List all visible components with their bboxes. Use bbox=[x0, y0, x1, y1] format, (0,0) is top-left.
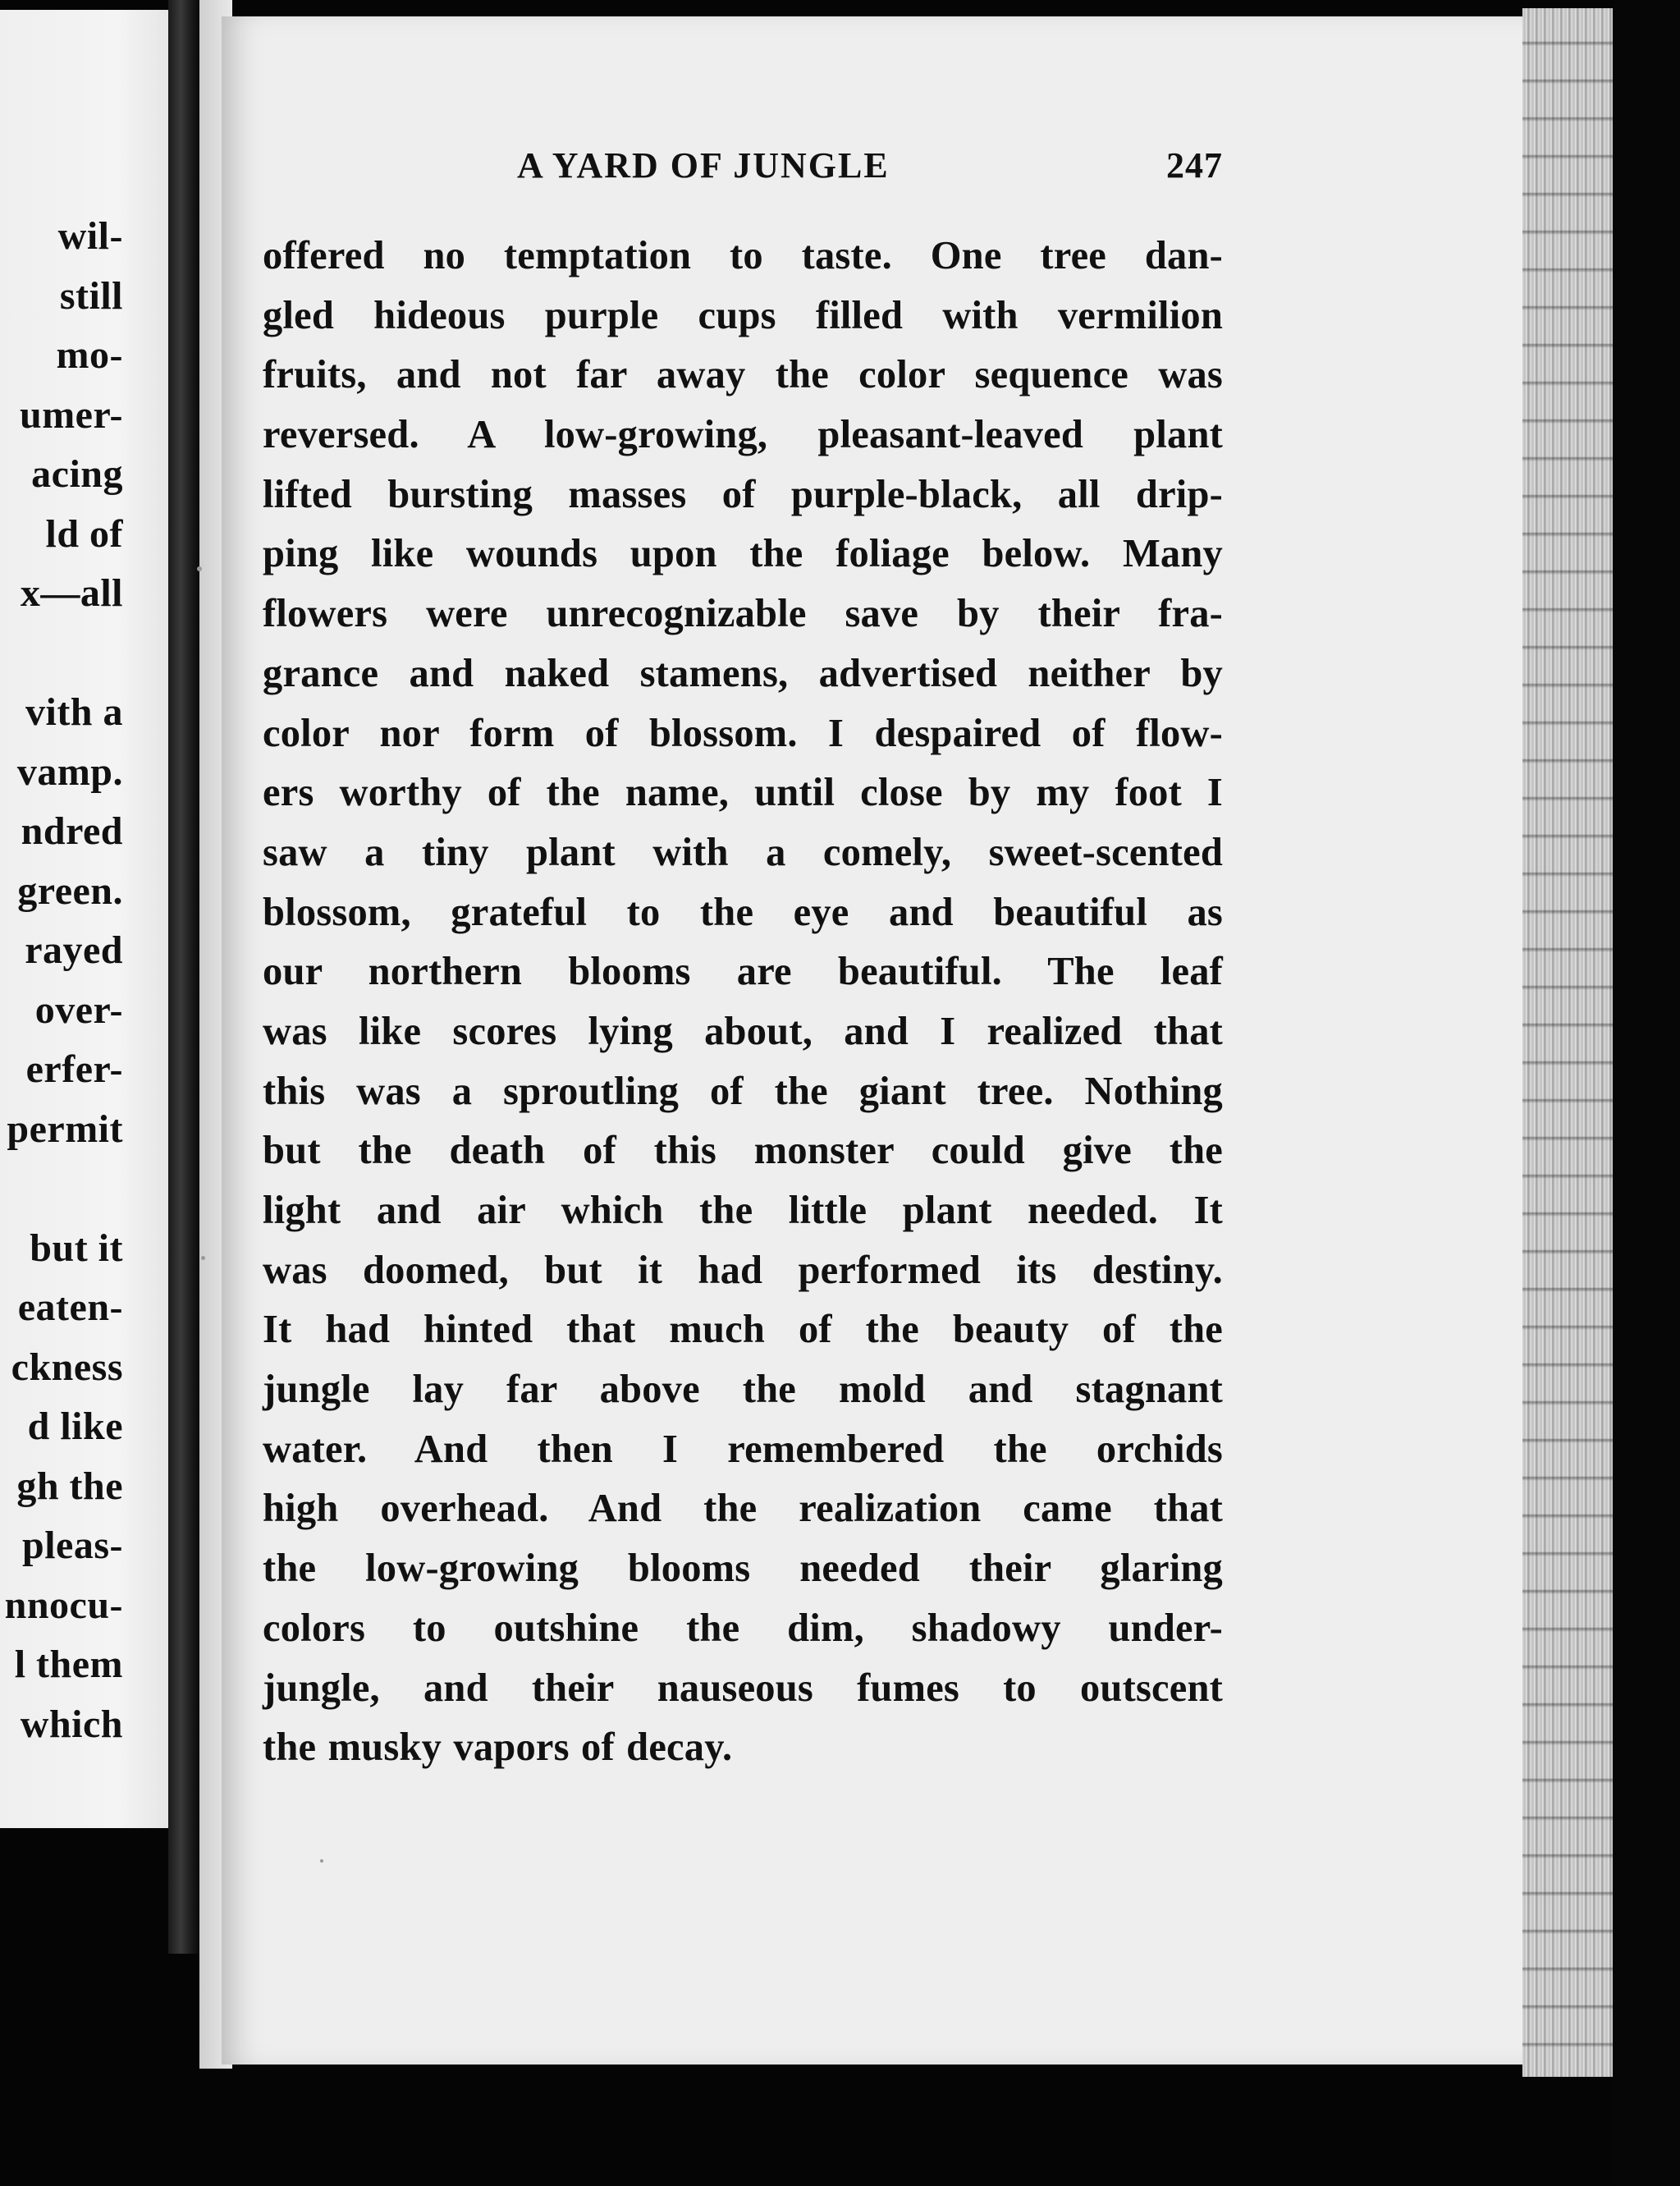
text-line: fruits, and not far away the color sequence was bbox=[263, 353, 1223, 397]
body-text bbox=[263, 227, 1223, 1778]
left-line-gap bbox=[5, 1159, 123, 1219]
text-line: ping like wounds upon the foliage below. Many bbox=[263, 532, 1223, 576]
left-line: x—all bbox=[20, 571, 123, 615]
left-line: umer- bbox=[20, 392, 123, 437]
left-line: erfer- bbox=[25, 1047, 123, 1091]
book-spine bbox=[168, 0, 199, 1954]
left-line: acing bbox=[31, 452, 123, 496]
paper-speck bbox=[197, 566, 202, 571]
text-line: It had hinted that much of the beauty of the bbox=[263, 1308, 1223, 1352]
left-line: over- bbox=[34, 988, 123, 1032]
left-line: eaten- bbox=[17, 1285, 123, 1329]
text-line: ers worthy of the name, until close by my foot I bbox=[263, 771, 1223, 815]
running-title: A YARD OF JUNGLE bbox=[517, 145, 890, 186]
text-line: the musky vapors of decay. bbox=[263, 1725, 733, 1770]
text-line: was like scores lying about, and I realized that bbox=[263, 1009, 1223, 1053]
text-line: water. And then I remembered the orchids bbox=[263, 1427, 1223, 1471]
left-line: ndred bbox=[21, 809, 123, 853]
text-line: reversed. A low-growing, pleasant-leaved plant bbox=[263, 413, 1223, 457]
left-line: pleas- bbox=[22, 1524, 123, 1567]
text-line: offered no temptation to taste. One tree dan- bbox=[263, 234, 1223, 277]
left-line: vamp. bbox=[16, 749, 123, 794]
text-line: jungle lay far above the mold and stagnant bbox=[263, 1368, 1223, 1412]
left-line: permit bbox=[7, 1107, 123, 1151]
left-line: green. bbox=[17, 868, 123, 913]
left-line: rayed bbox=[25, 928, 123, 972]
text-line: blossom, grateful to the eye and beautiful as bbox=[263, 890, 1223, 934]
text-line: our northern blooms are beautiful. The leaf bbox=[263, 950, 1223, 994]
left-line: which bbox=[20, 1702, 123, 1746]
left-line: but it bbox=[30, 1226, 123, 1270]
text-line: saw a tiny plant with a comely, sweet-scented bbox=[263, 830, 1223, 874]
page-edges bbox=[1522, 8, 1613, 2077]
left-line: ckness bbox=[11, 1345, 123, 1389]
text-line: flowers were unrecognizable save by their fra- bbox=[263, 592, 1223, 636]
left-line: still bbox=[59, 273, 123, 318]
text-line: light and air which the little plant needed. It bbox=[263, 1189, 1223, 1232]
text-line: gled hideous purple cups filled with vermilion bbox=[263, 293, 1223, 337]
text-line: lifted bursting masses of purple-black, all drip- bbox=[263, 472, 1223, 516]
paper-speck bbox=[201, 1256, 205, 1260]
text-line: color nor form of blossom. I despaired of flow- bbox=[263, 711, 1223, 755]
left-line: l them bbox=[14, 1643, 123, 1686]
left-line: vith a bbox=[25, 690, 123, 734]
left-page-text bbox=[5, 207, 123, 1754]
text-line: high overhead. And the realization came that bbox=[263, 1487, 1223, 1531]
text-line: was doomed, but it had performed its destiny. bbox=[263, 1248, 1223, 1292]
text-line: jungle, and their nauseous fumes to outscent bbox=[263, 1666, 1223, 1710]
left-line: d like bbox=[27, 1405, 123, 1448]
left-facing-page bbox=[0, 10, 168, 1828]
left-line: gh the bbox=[16, 1464, 123, 1508]
text-line: colors to outshine the dim, shadowy under- bbox=[263, 1606, 1223, 1650]
text-line: but the death of this monster could give the bbox=[263, 1129, 1223, 1173]
left-line: mo- bbox=[56, 333, 123, 377]
left-line-gap bbox=[5, 624, 123, 684]
page-number: 247 bbox=[1166, 145, 1223, 186]
left-line: ld of bbox=[45, 511, 123, 556]
text-line: this was a sproutling of the giant tree. Nothing bbox=[263, 1069, 1223, 1113]
running-header bbox=[263, 144, 1231, 194]
left-line: wil- bbox=[57, 214, 123, 258]
left-line: nnocu- bbox=[4, 1583, 123, 1627]
text-line: grance and naked stamens, advertised neither by bbox=[263, 651, 1223, 695]
scan-background bbox=[1613, 0, 1680, 2186]
text-line: the low-growing blooms needed their glaring bbox=[263, 1547, 1223, 1591]
paper-speck bbox=[320, 1859, 323, 1863]
